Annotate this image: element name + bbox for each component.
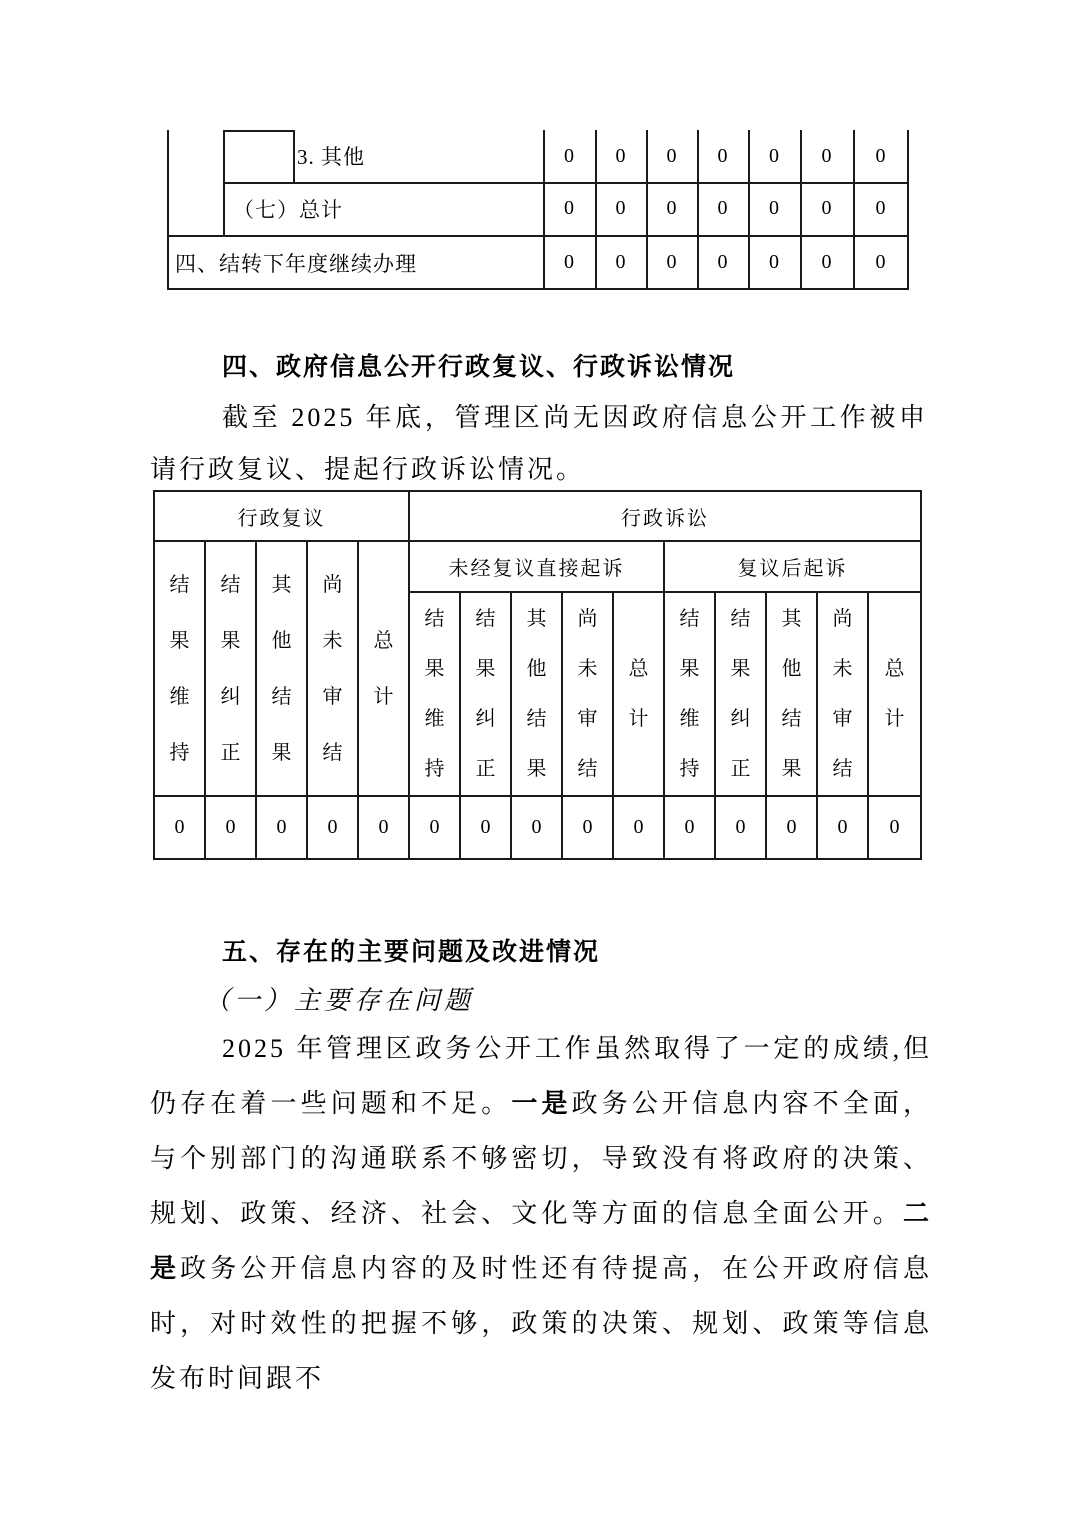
table-row [543, 130, 909, 182]
value-cell: 0 [717, 251, 728, 273]
paragraph-text: 2025 年管理区政务公开工作虽然取得了一定的成绩,但仍存在着一些问题和不足。 [150, 1034, 932, 1118]
header-cell: 结果维持 [155, 542, 206, 795]
table-border-line [223, 130, 295, 132]
value-cell: 0 [563, 797, 614, 858]
header-cell: 结果纠正 [716, 593, 767, 795]
value-cell: 0 [875, 144, 886, 167]
value-cell: 0 [615, 197, 626, 219]
value-cell: 0 [769, 144, 779, 167]
value-cell: 0 [257, 797, 308, 858]
value-cell: 0 [717, 144, 728, 167]
paragraph-bold-text: 一是 [511, 1089, 572, 1118]
value-cell: 0 [769, 197, 779, 219]
section5-heading: 五、存在的主要问题及改进情况 [222, 938, 601, 966]
value-cell: 0 [564, 144, 574, 167]
value-cell: 0 [564, 251, 574, 273]
value-cell: 0 [359, 797, 410, 858]
header-cell: 其他结果 [257, 542, 308, 795]
value-cell: 0 [666, 144, 677, 167]
header-cell: 总计 [614, 593, 665, 795]
value-cell: 0 [769, 251, 779, 273]
table-row [543, 235, 909, 290]
table-border-line [293, 130, 295, 184]
header-cell: 尚未审结 [563, 593, 614, 795]
header-cell: 结果维持 [665, 593, 716, 795]
row-label-carryover: 四、结转下年度继续办理 [175, 251, 417, 276]
section5-paragraph [150, 1021, 932, 1406]
value-cell: 0 [512, 797, 563, 858]
header-after-review-litigation: 复议后起诉 [665, 542, 920, 593]
value-cell: 0 [410, 797, 461, 858]
value-cell: 0 [564, 197, 574, 219]
table-row [155, 797, 920, 858]
header-cell: 结果维持 [410, 593, 461, 795]
value-cell: 0 [615, 144, 626, 167]
header-direct-litigation: 未经复议直接起诉 [410, 542, 665, 593]
carryover-table [167, 130, 909, 290]
value-cell: 0 [821, 144, 832, 167]
header-cell: 结果纠正 [206, 542, 257, 795]
value-cell: 0 [461, 797, 512, 858]
paragraph-text: 政务公开信息内容的及时性还有待提高，在公开政府信息时，对时效性的把握不够，政策的决策、规划、政策等信息发布时间跟不 [150, 1254, 932, 1393]
value-cell: 0 [875, 251, 886, 273]
value-cell: 0 [666, 197, 677, 219]
value-cell: 0 [767, 797, 818, 858]
value-cell: 0 [875, 197, 886, 219]
section4-paragraph [150, 392, 928, 496]
section5-subheading: （一）主要存在问题 [204, 986, 475, 1015]
header-cell: 尚未审结 [308, 542, 359, 795]
row-label-other: 3. 其他 [297, 145, 365, 169]
value-cell: 0 [308, 797, 359, 858]
header-cell: 其他结果 [512, 593, 563, 795]
header-administrative-litigation: 行政诉讼 [410, 492, 920, 542]
value-cell: 0 [818, 797, 869, 858]
paragraph-text: 截至 2025 年底，管理区尚无因政府信息公开工作被申请行政复议、提起行政诉讼情况。 [150, 403, 928, 484]
value-cell: 0 [665, 797, 716, 858]
litigation-outcome-columns [410, 593, 920, 797]
header-cell: 总计 [359, 542, 410, 795]
paragraph-text: 政务公开信息内容不全面，与个别部门的沟通联系不够密切，导致没有将政府的决策、规划、政策、经济、社会、文化等方面的信息全面公开。 [150, 1089, 932, 1228]
section4-heading: 四、政府信息公开行政复议、行政诉讼情况 [222, 353, 736, 381]
review-litigation-table [153, 490, 922, 860]
value-cell: 0 [716, 797, 767, 858]
value-cell: 0 [717, 197, 728, 219]
value-cell: 0 [821, 197, 832, 219]
row-label-total: （七）总计 [233, 197, 343, 222]
value-cell: 0 [821, 251, 832, 273]
paragraph-bold-text: 二是 [150, 1199, 932, 1283]
value-cell: 0 [666, 251, 677, 273]
review-outcome-columns [155, 542, 410, 797]
header-cell: 尚未审结 [818, 593, 869, 795]
value-cell: 0 [206, 797, 257, 858]
header-cell: 总计 [884, 658, 905, 730]
header-cell: 其他结果 [767, 593, 818, 795]
table-row [543, 182, 909, 235]
header-cell: 结果纠正 [461, 593, 512, 795]
header-administrative-review: 行政复议 [155, 492, 410, 542]
value-cell: 0 [889, 816, 900, 838]
value-cell: 0 [614, 797, 665, 858]
value-cell: 0 [615, 251, 626, 273]
value-cell: 0 [155, 797, 206, 858]
table-border-line [167, 130, 169, 290]
